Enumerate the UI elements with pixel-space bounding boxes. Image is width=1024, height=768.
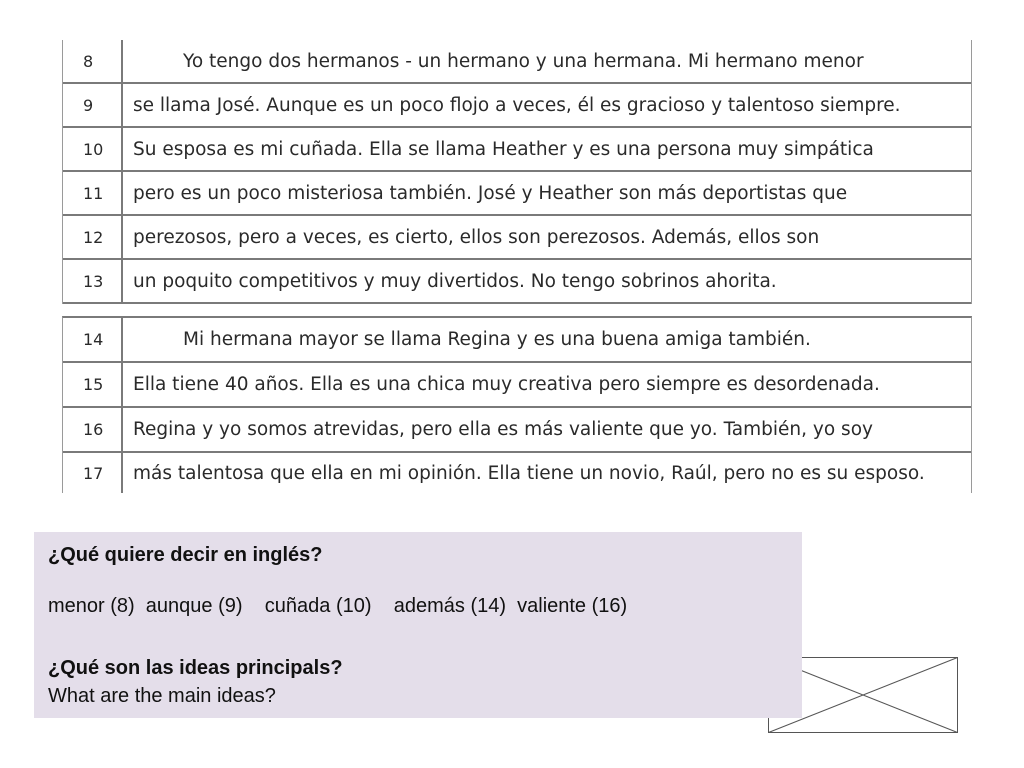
table-row — [63, 453, 971, 493]
table-row — [63, 318, 971, 363]
line-text: Su esposa es mi cuñada. Ella se llama Heather y es una persona muy simpática — [133, 138, 874, 160]
line-text: pero es un poco misteriosa también. José y Heather son más deportistas que — [133, 182, 848, 204]
line-number: 12 — [63, 216, 123, 258]
vocabulary-question: ¿Qué quiere decir en inglés? — [48, 544, 323, 566]
table-row — [63, 128, 971, 172]
line-number: 11 — [63, 172, 123, 214]
line-text: más talentosa que ella en mi opinión. Ella tiene un novio, Raúl, pero no es su esposo. — [133, 462, 925, 484]
line-text: un poquito competitivos y muy divertidos. No tengo sobrinos ahorita. — [133, 270, 777, 292]
table-row — [63, 408, 971, 453]
table-row — [63, 40, 971, 84]
table-row — [63, 260, 971, 304]
main-ideas-question-english: What are the main ideas? — [48, 685, 276, 707]
line-number: 9 — [63, 84, 123, 126]
reading-table-bottom — [62, 316, 972, 493]
line-text: se llama José. Aunque es un poco flojo a veces, él es gracioso y talentoso siempre. — [133, 94, 901, 116]
questions-panel — [34, 532, 802, 718]
main-ideas-question: ¿Qué son las ideas principals? — [48, 657, 343, 679]
line-number: 14 — [63, 318, 123, 361]
line-number: 8 — [63, 40, 123, 82]
table-row — [63, 172, 971, 216]
vocabulary-list: menor (8) aunque (9) cuñada (10) además (14) valiente (16) — [48, 595, 628, 617]
line-number: 10 — [63, 128, 123, 170]
line-text: perezosos, pero a veces, es cierto, ellos son perezosos. Además, ellos son — [133, 226, 820, 248]
table-row — [63, 363, 971, 408]
line-number: 16 — [63, 408, 123, 451]
line-number: 15 — [63, 363, 123, 406]
table-row — [63, 216, 971, 260]
line-text: Mi hermana mayor se llama Regina y es una buena amiga también. — [183, 329, 811, 350]
reading-table-top — [62, 40, 972, 304]
line-text: Regina y yo somos atrevidas, pero ella es más valiente que yo. También, yo soy — [133, 419, 873, 440]
line-number: 13 — [63, 260, 123, 302]
line-text: Ella tiene 40 años. Ella es una chica muy creativa pero siempre es desordenada. — [133, 374, 880, 395]
line-text: Yo tengo dos hermanos - un hermano y una hermana. Mi hermano menor — [183, 50, 864, 72]
table-row — [63, 84, 971, 128]
line-number: 17 — [63, 453, 123, 493]
